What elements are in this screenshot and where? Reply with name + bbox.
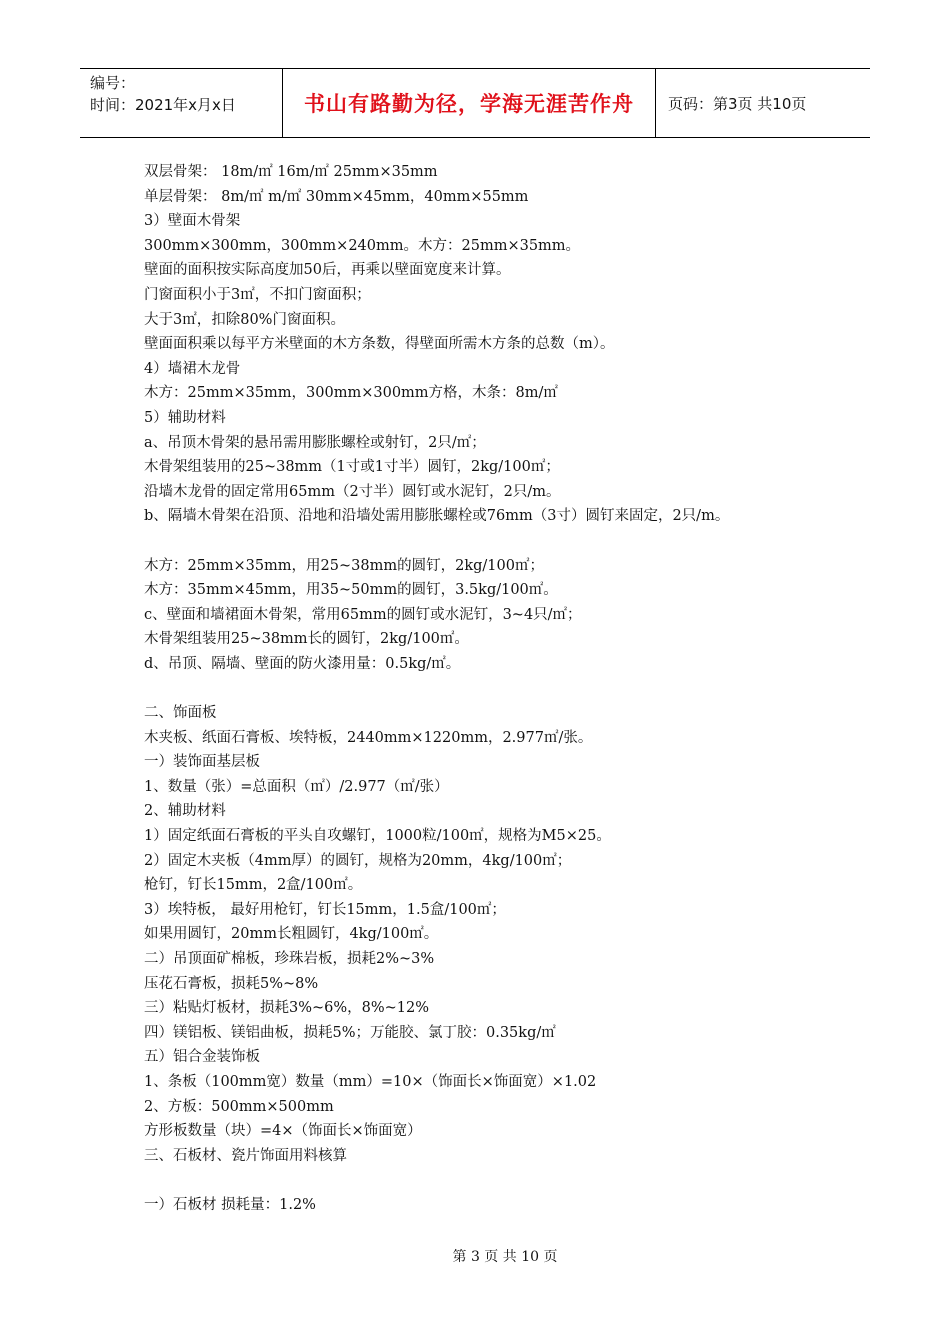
blank-line: [144, 1168, 844, 1193]
text-line: 4）墙裙木龙骨: [144, 360, 241, 377]
text-line: 三、石板材、瓷片饰面用料核算: [144, 1147, 347, 1164]
header-motto: 书山有路勤为径，学海无涯苦作舟: [283, 69, 656, 137]
page-footer: [0, 1246, 950, 1266]
text-line: 1、条板（100mm宽）数量（mm）=10×（饰面长×饰面宽）×1.02: [144, 1073, 597, 1090]
text-line: 四）镁铝板、镁铝曲板，损耗5%；万能胶、氯丁胶：0.35kg/㎡: [144, 1024, 556, 1041]
text-line: 门窗面积小于3㎡，不扣门窗面积；: [144, 286, 371, 303]
text-line: 3）壁面木骨架: [144, 213, 241, 230]
text-line: 壁面的面积按实际高度加50后，再乘以壁面宽度来计算。: [144, 262, 511, 279]
header-meta: [80, 69, 283, 137]
text-line: 双层骨架： 18m/㎡ 16m/㎡ 25mm×35mm: [144, 164, 438, 180]
text-line: 方形板数量（块）=4×（饰面长×饰面宽）: [144, 1123, 422, 1140]
text-line: 1）固定纸面石膏板的平头自攻螺钉，1000粒/100㎡，规格为M5×25。: [144, 828, 611, 845]
text-line: 三）粘贴灯板材，损耗3%~6%，8%~12%: [144, 1000, 430, 1017]
text-line: 2）固定木夹板（4mm厚）的圆钉，规格为20mm，4kg/100㎡；: [144, 852, 572, 869]
text-line: 2、辅助材料: [144, 803, 226, 820]
page-header: [80, 68, 870, 138]
text-line: 壁面面积乘以每平方米壁面的木方条数，得壁面所需木方条的总数（m）。: [144, 336, 615, 353]
document-number-label: 编号：: [90, 74, 136, 92]
text-line: 木方：35mm×45mm，用35~50mm的圆钉，3.5kg/100㎡。: [144, 582, 558, 599]
text-line: 木方：25mm×35mm，300mm×300mm方格，木条：8m/㎡: [144, 385, 558, 402]
text-line: 枪钉，钉长15mm，2盒/100㎡。: [144, 877, 363, 894]
text-line: 5）辅助材料: [144, 409, 226, 426]
text-line: 五）铝合金装饰板: [144, 1049, 260, 1066]
text-line: 木骨架组装用25~38mm长的圆钉，2kg/100㎡。: [144, 631, 469, 648]
text-line: 2、方板：500mm×500mm: [144, 1098, 334, 1115]
footer-page-number: 第 3 页 共 10 页: [452, 1249, 558, 1265]
text-line: 二、饰面板: [144, 705, 217, 722]
document-body: [144, 160, 844, 1218]
document-date: 时间：2021年x月x日: [90, 96, 236, 114]
text-line: 大于3㎡，扣除80%门窗面积。: [144, 311, 345, 328]
text-line: b、隔墙木骨架在沿顶、沿地和沿墙处需用膨胀螺栓或76mm（3寸）圆钉来固定，2只/m。: [144, 508, 730, 525]
text-line: 木方：25mm×35mm，用25~38mm的圆钉，2kg/100㎡；: [144, 557, 544, 574]
text-line: 二）吊顶面矿棉板，珍珠岩板，损耗2%~3%: [144, 951, 435, 967]
header-page-info: 页码：第3页 共10页: [668, 94, 807, 113]
text-line: 一）装饰面基层板: [144, 754, 260, 771]
text-line: 300mm×300mm，300mm×240mm。木方：25mm×35mm。: [144, 237, 581, 254]
text-line: d、吊顶、隔墙、壁面的防火漆用量：0.5kg/㎡。: [144, 655, 461, 672]
text-line: 如果用圆钉，20mm长粗圆钉，4kg/100㎡。: [144, 926, 439, 943]
text-line: a、吊顶木骨架的悬吊需用膨胀螺栓或射钉，2只/㎡；: [144, 434, 486, 451]
text-line: 木夹板、纸面石膏板、埃特板，2440mm×1220mm，2.977㎡/张。: [144, 729, 593, 746]
text-line: 1、数量（张）=总面积（㎡）/2.977（㎡/张）: [144, 778, 449, 795]
text-line: 木骨架组装用的25~38mm（1寸或1寸半）圆钉，2kg/100㎡；: [144, 459, 560, 476]
text-line: 压花石膏板，损耗5%~8%: [144, 975, 319, 992]
text-line: 沿墙木龙骨的固定常用65mm（2寸半）圆钉或水泥钉，2只/m。: [144, 483, 561, 500]
text-line: 3）埃特板， 最好用枪钉，钉长15mm，1.5盒/100㎡；: [144, 901, 506, 918]
text-line: c、壁面和墙裙面木骨架，常用65mm的圆钉或水泥钉，3~4只/㎡；: [144, 606, 582, 623]
text-line: 一）石板材 损耗量：1.2%: [144, 1196, 316, 1213]
blank-line: [144, 676, 844, 701]
blank-line: [144, 529, 844, 554]
text-line: 单层骨架： 8m/㎡ m/㎡ 30mm×45mm，40mm×55mm: [144, 188, 529, 205]
